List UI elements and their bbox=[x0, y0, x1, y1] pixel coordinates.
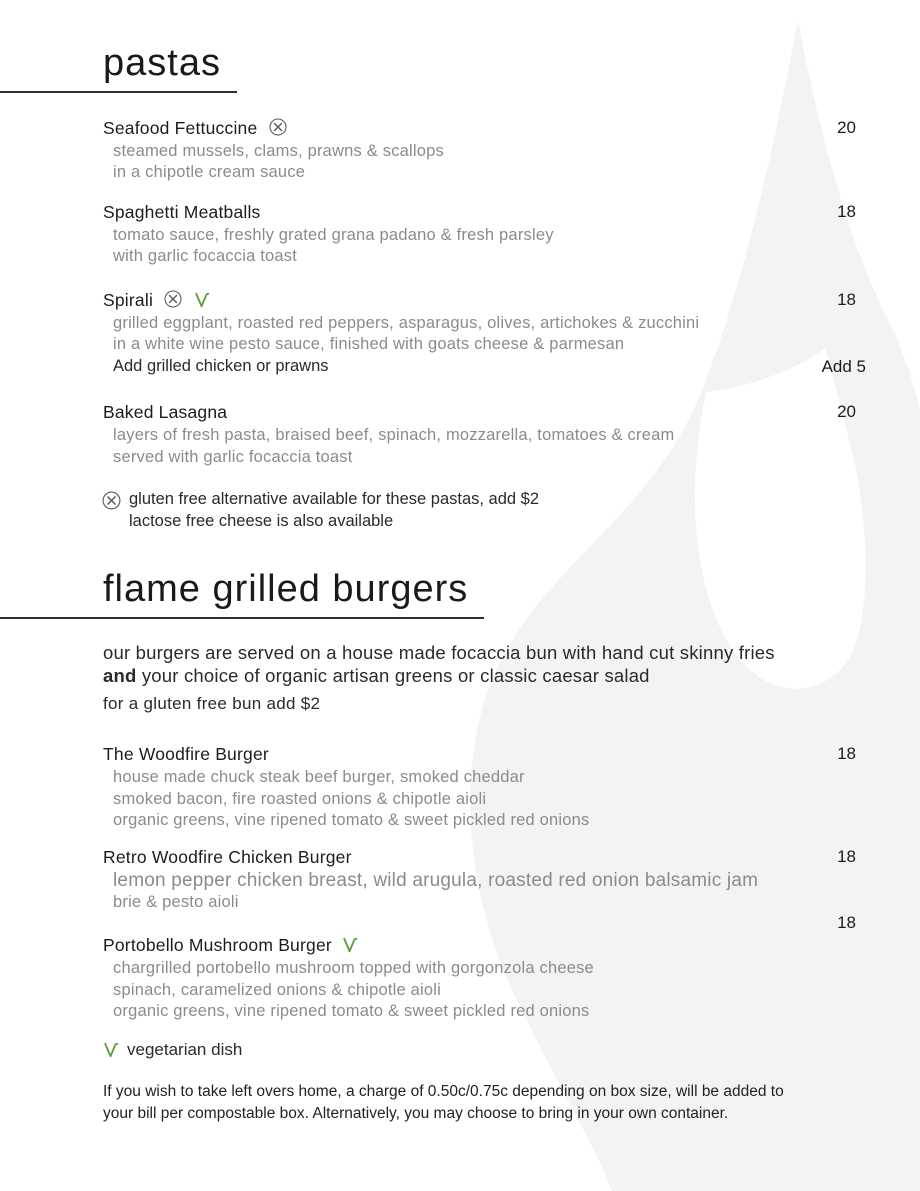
menu-item-spirali bbox=[103, 289, 866, 378]
item-description-line: with garlic focaccia toast bbox=[113, 247, 298, 266]
item-description-line: brie & pesto aioli bbox=[113, 892, 239, 911]
item-description-line: in a chipotle cream sauce bbox=[113, 163, 306, 182]
item-description-line: chargrilled portobello mushroom topped with gorgonzola cheese bbox=[113, 959, 594, 978]
menu-item-seafood-fettuccine bbox=[103, 117, 856, 184]
gluten-free-note bbox=[101, 489, 856, 532]
burgers-intro bbox=[103, 641, 856, 714]
gluten-free-note-line2: lactose free cheese is also available bbox=[129, 511, 394, 530]
item-description-line: tomato sauce, freshly grated grana padano & fresh parsley bbox=[113, 225, 554, 244]
item-name: Retro Woodfire Chicken Burger bbox=[103, 846, 352, 867]
pastas-heading: pastas bbox=[0, 44, 237, 93]
item-name: Baked Lasagna bbox=[103, 402, 228, 423]
gluten-free-icon bbox=[163, 289, 183, 309]
item-description-line: spinach, caramelized onions & chipotle aioli bbox=[113, 980, 441, 999]
item-title-row bbox=[103, 201, 856, 225]
item-description-line: in a white wine pesto sauce, finished with goats cheese & parmesan bbox=[113, 335, 625, 354]
item-price: 20 bbox=[837, 402, 856, 422]
addon-label: Add grilled chicken or prawns bbox=[113, 356, 329, 375]
item-title-row bbox=[103, 846, 856, 870]
menu-item-portobello-burger bbox=[103, 934, 856, 1023]
item-price: 18 bbox=[837, 744, 856, 764]
item-description-line: house made chuck steak beef burger, smoked cheddar bbox=[113, 768, 525, 787]
menu-item-woodfire-burger bbox=[103, 743, 856, 832]
item-addon-row bbox=[113, 356, 866, 378]
vegetarian-legend bbox=[103, 1040, 856, 1060]
item-description-line: organic greens, vine ripened tomato & sweet pickled red onions bbox=[113, 1002, 590, 1021]
item-price: 18 bbox=[837, 201, 856, 221]
item-title-row bbox=[103, 289, 856, 313]
item-description-line: grilled eggplant, roasted red peppers, asparagus, olives, artichokes & zucchini bbox=[113, 313, 700, 332]
leftovers-note-line2: your bill per compostable box. Alternatively, you may choose to bring in your own container. bbox=[103, 1104, 729, 1122]
gluten-free-icon bbox=[268, 117, 288, 137]
intro-rest: your choice of organic artisan greens or classic caesar salad bbox=[136, 665, 650, 687]
item-name: Spaghetti Meatballs bbox=[103, 201, 261, 222]
item-description-line: layers of fresh pasta, braised beef, spinach, mozzarella, tomatoes & cream bbox=[113, 426, 675, 445]
item-price: 18 bbox=[837, 913, 856, 933]
item-title-row bbox=[103, 401, 856, 425]
vegetarian-icon bbox=[342, 936, 358, 954]
addon-price: Add 5 bbox=[821, 356, 866, 376]
item-name: The Woodfire Burger bbox=[103, 744, 269, 765]
leftovers-note-line1: If you wish to take left overs home, a charge of 0.50c/0.75c depending on box size, will be added to bbox=[103, 1082, 784, 1100]
item-price: 18 bbox=[837, 289, 856, 309]
item-description-line: lemon pepper chicken breast, wild arugula, roasted red onion balsamic jam bbox=[113, 869, 759, 891]
vegetarian-icon bbox=[103, 1041, 119, 1059]
item-name: Seafood Fettuccine bbox=[103, 117, 258, 138]
portobello-price-row bbox=[103, 913, 856, 933]
item-title-row bbox=[103, 117, 856, 141]
item-description-line: served with garlic focaccia toast bbox=[113, 447, 353, 466]
item-description-line: steamed mussels, clams, prawns & scallops bbox=[113, 141, 444, 160]
gluten-free-note-line1 bbox=[101, 489, 856, 511]
vegetarian-icon bbox=[194, 291, 210, 309]
legend-text: vegetarian dish bbox=[127, 1039, 243, 1059]
leftovers-note bbox=[103, 1081, 856, 1125]
item-price: 20 bbox=[837, 117, 856, 137]
item-title-row bbox=[103, 934, 856, 958]
item-name: Spirali bbox=[103, 289, 154, 310]
item-title-row bbox=[103, 743, 856, 767]
menu-item-baked-lasagna bbox=[103, 401, 856, 468]
burgers-intro-line2 bbox=[103, 664, 856, 687]
gluten-free-icon bbox=[101, 490, 122, 511]
item-description-line: smoked bacon, fire roasted onions & chipotle aioli bbox=[113, 789, 487, 808]
intro-bold-word: and bbox=[103, 665, 137, 687]
item-price: 18 bbox=[837, 846, 856, 866]
item-name: Portobello Mushroom Burger bbox=[103, 935, 332, 956]
menu-item-spaghetti-meatballs bbox=[103, 201, 856, 268]
burgers-intro-line1: our burgers are served on a house made focaccia bun with hand cut skinny fries bbox=[103, 642, 775, 664]
note-text: gluten free alternative available for these pastas, add $2 bbox=[129, 490, 540, 509]
burgers-intro-line3: for a gluten free bun add $2 bbox=[103, 694, 321, 714]
burgers-heading: flame grilled burgers bbox=[0, 570, 484, 619]
menu-item-retro-chicken-burger bbox=[103, 846, 856, 914]
item-description-line: organic greens, vine ripened tomato & sweet pickled red onions bbox=[113, 811, 590, 830]
